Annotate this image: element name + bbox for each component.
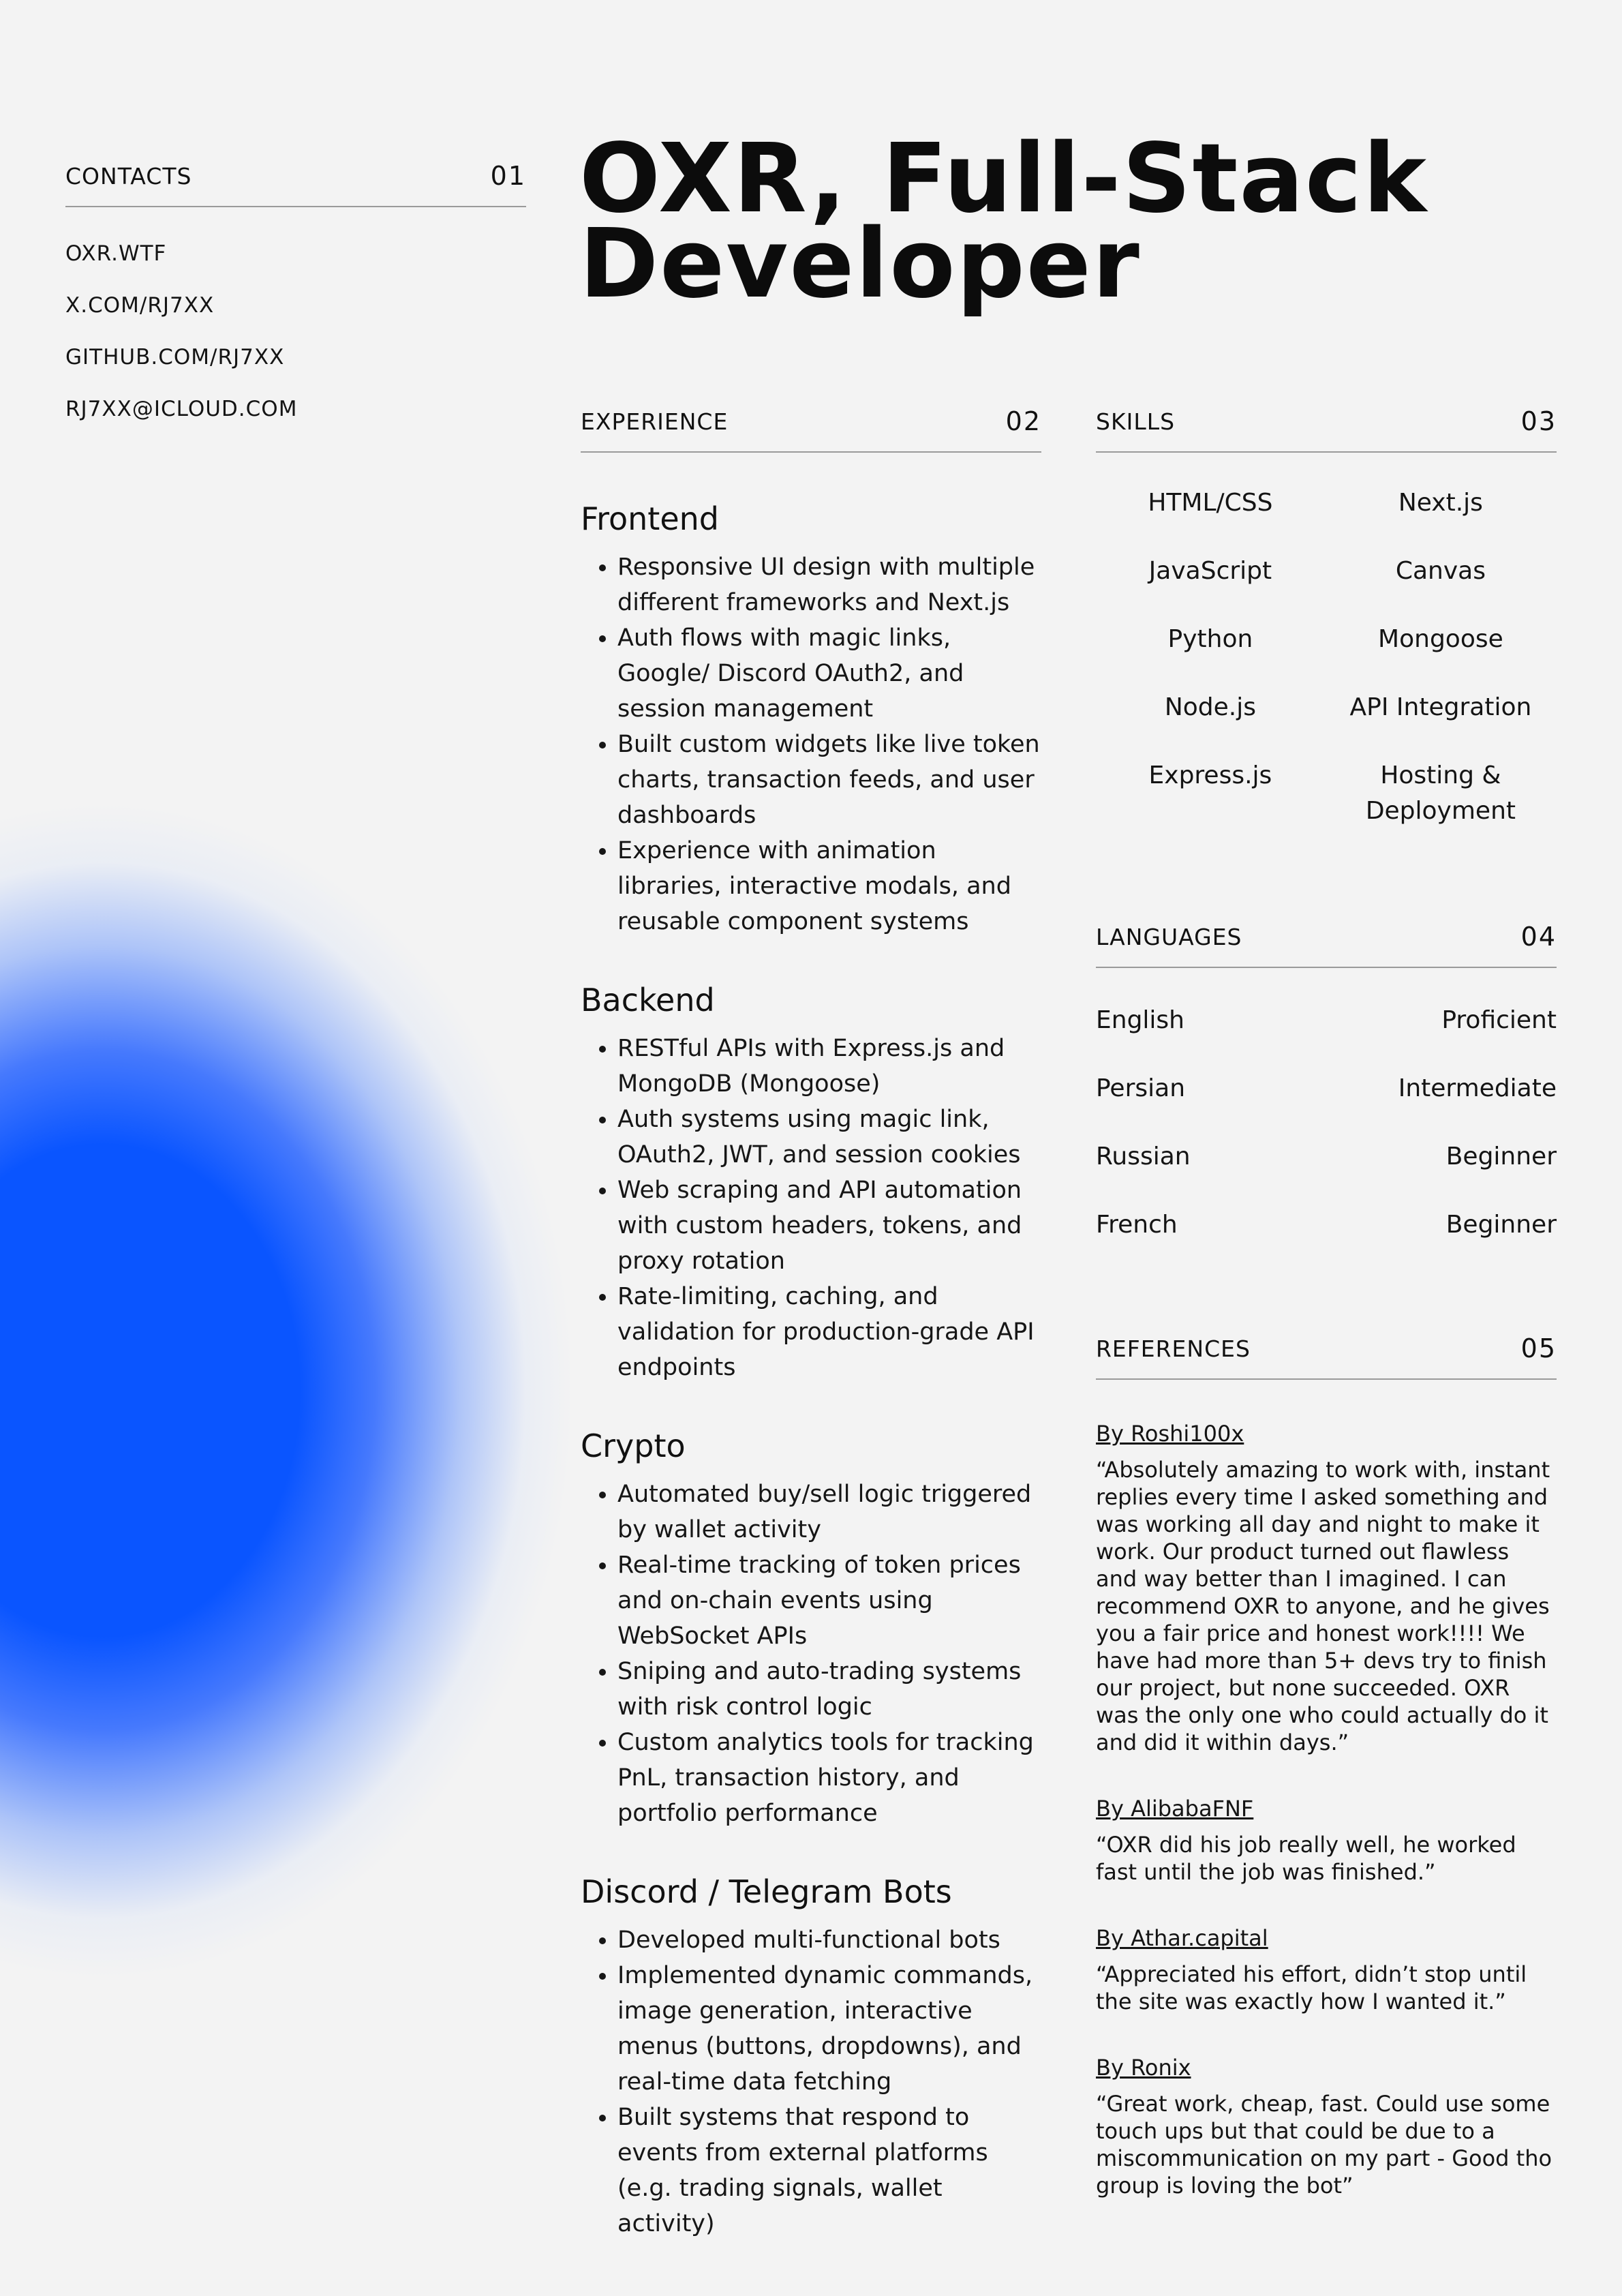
languages-section xyxy=(1096,922,1557,1279)
language-name: Russian xyxy=(1096,1143,1191,1170)
skill-item: API Integration xyxy=(1349,693,1532,721)
reference-author-link[interactable]: By Roshi100x xyxy=(1096,1421,1244,1447)
skill-item: Canvas xyxy=(1395,557,1486,585)
skills-heading: SKILLS xyxy=(1096,408,1176,435)
skill-item: JavaScript xyxy=(1148,557,1272,585)
references-section xyxy=(1096,1333,1557,2199)
blue-gradient-blob xyxy=(0,804,572,1977)
skills-number: 03 xyxy=(1520,406,1557,436)
experience-section xyxy=(581,406,1041,2241)
bullet-item: • Automated buy/sell logic triggered by wallet activity xyxy=(617,1477,1041,1547)
bullet-list xyxy=(581,1031,1041,1385)
contacts-heading: CONTACTS xyxy=(65,162,192,190)
languages-heading: LANGUAGES xyxy=(1096,923,1242,950)
references-header xyxy=(1096,1333,1557,1380)
bullet-item: • Developed multi-functional bots xyxy=(617,1922,1041,1958)
title-line-1: OXR, Full-Stack xyxy=(579,123,1428,235)
reference-author-link[interactable]: By AlibabaFNF xyxy=(1096,1796,1254,1822)
title-line-2: Developer xyxy=(579,209,1141,320)
reference-quote: “Appreciated his effort, didn’t stop until the site was exactly how I wanted it.” xyxy=(1096,1961,1527,2014)
bullet-list xyxy=(581,1922,1041,2241)
skill-item: Next.js xyxy=(1398,489,1483,517)
languages-header xyxy=(1096,922,1557,968)
skills-section xyxy=(1096,406,1557,829)
skill-item: Express.js xyxy=(1148,761,1272,789)
language-row xyxy=(1096,1211,1557,1279)
skills-grid xyxy=(1096,485,1557,829)
bullet-item: • Sniping and auto-trading systems with risk control logic xyxy=(617,1654,1041,1725)
language-level: Beginner xyxy=(1445,1211,1557,1239)
skill-item: Hosting & Deployment xyxy=(1365,761,1516,825)
reference-quote: “Absolutely amazing to work with, instant replies every time I asked something and was working all day and night to make it work. Our product turned out flawless and way better than I imagined. I can recommend OXR to anyone, and he gives you a fair price and honest work!!!! We have had more than 5+ devs try to finish our project, but none succeeded. OXR was the only one who could actually do it and did it within days.” xyxy=(1096,1457,1550,1755)
reference-quote: “Great work, cheap, fast. Could use some touch ups but that could be due to a miscommunication on my part - Good tho group is loving the bot” xyxy=(1096,2091,1552,2199)
reference-quote: “OXR did his job really well, he worked fast until the job was finished.” xyxy=(1096,1832,1516,1885)
reference-item xyxy=(1096,2055,1557,2199)
contacts-header xyxy=(65,161,526,207)
bullet-item: • Built systems that respond to events from external platforms (e.g. trading signals, wallet activity) xyxy=(617,2100,1041,2241)
language-name: French xyxy=(1096,1211,1178,1239)
language-name: English xyxy=(1096,1006,1184,1034)
skill-item: Python xyxy=(1167,625,1253,653)
bullet-item: • Experience with animation libraries, interactive modals, and reusable component systems xyxy=(617,833,1041,939)
contacts-number: 01 xyxy=(490,161,526,191)
contact-website-link[interactable]: OXR.WTF xyxy=(65,241,167,266)
skill-item: Mongoose xyxy=(1378,625,1503,653)
contacts-section xyxy=(65,161,526,449)
languages-list xyxy=(1096,1006,1557,1279)
skill-item: HTML/CSS xyxy=(1148,489,1273,517)
language-level: Intermediate xyxy=(1398,1074,1557,1102)
bullet-item: • Auth flows with magic links, Google/ Discord OAuth2, and session management xyxy=(617,620,1041,727)
category-title: Frontend xyxy=(581,500,720,537)
experience-category-bots xyxy=(581,1873,1041,2241)
experience-category-backend xyxy=(581,982,1041,1385)
page-title xyxy=(579,123,1428,320)
bullet-item: • Implemented dynamic commands, image generation, interactive menus (buttons, dropdowns), and real-time data fetching xyxy=(617,1958,1041,2100)
bullet-item: • RESTful APIs with Express.js and MongoDB (Mongoose) xyxy=(617,1031,1041,1102)
category-title: Backend xyxy=(581,982,715,1018)
bullet-item: • Rate-limiting, caching, and validation for production-grade API endpoints xyxy=(617,1279,1041,1385)
bullet-item: • Responsive UI design with multiple different frameworks and Next.js xyxy=(617,549,1041,620)
contact-list xyxy=(65,241,526,449)
reference-item xyxy=(1096,1421,1557,1756)
experience-category-crypto xyxy=(581,1428,1041,1831)
bullet-item: • Auth systems using magic link, OAuth2, JWT, and session cookies xyxy=(617,1102,1041,1173)
skill-item: Node.js xyxy=(1164,693,1256,721)
bullet-list xyxy=(581,1477,1041,1831)
experience-number: 02 xyxy=(1005,406,1041,436)
category-title: Crypto xyxy=(581,1428,686,1464)
reference-item xyxy=(1096,1925,1557,2015)
language-level: Proficient xyxy=(1441,1006,1557,1034)
contact-x-link[interactable]: X.COM/RJ7XX xyxy=(65,293,215,318)
reference-author-link[interactable]: By Ronix xyxy=(1096,2055,1191,2081)
references-heading: REFERENCES xyxy=(1096,1335,1251,1362)
language-name: Persian xyxy=(1096,1074,1186,1102)
skills-header xyxy=(1096,406,1557,453)
language-row xyxy=(1096,1006,1557,1074)
references-number: 05 xyxy=(1520,1333,1557,1363)
contact-email-link[interactable]: RJ7XX@ICLOUD.COM xyxy=(65,397,298,421)
category-title: Discord / Telegram Bots xyxy=(581,1873,952,1910)
reference-author-link[interactable]: By Athar.capital xyxy=(1096,1925,1268,1951)
bullet-list xyxy=(581,549,1041,939)
bullet-item: • Real-time tracking of token prices and on-chain events using WebSocket APIs xyxy=(617,1547,1041,1654)
bullet-item: • Custom analytics tools for tracking PnL, transaction history, and portfolio performance xyxy=(617,1725,1041,1831)
bullet-item: • Built custom widgets like live token charts, transaction feeds, and user dashboards xyxy=(617,727,1041,833)
reference-item xyxy=(1096,1796,1557,1886)
experience-heading: EXPERIENCE xyxy=(581,408,729,435)
language-row xyxy=(1096,1074,1557,1143)
language-level: Beginner xyxy=(1445,1143,1557,1170)
languages-number: 04 xyxy=(1520,922,1557,952)
experience-category-frontend xyxy=(581,500,1041,939)
contact-github-link[interactable]: GITHUB.COM/RJ7XX xyxy=(65,345,285,369)
experience-header xyxy=(581,406,1041,453)
language-row xyxy=(1096,1143,1557,1211)
bullet-item: • Web scraping and API automation with custom headers, tokens, and proxy rotation xyxy=(617,1173,1041,1279)
